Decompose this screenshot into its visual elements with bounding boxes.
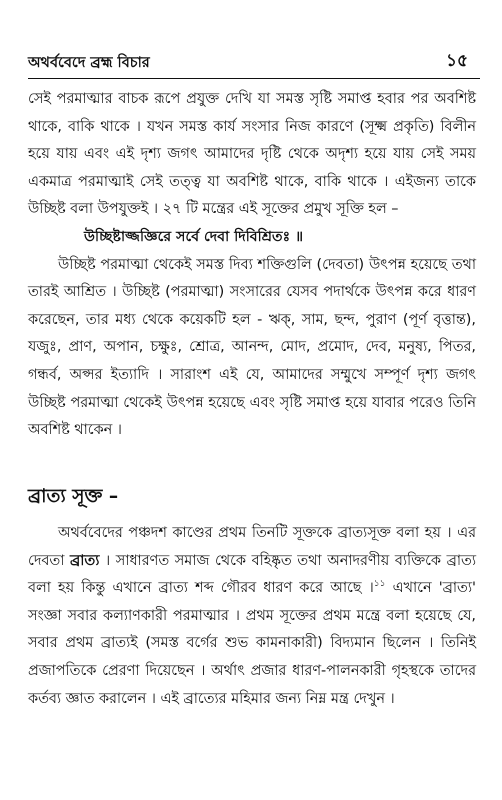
section-heading: ব্রাত্য সূক্ত – xyxy=(28,486,119,507)
upper-text-block xyxy=(28,86,476,445)
paragraph-3-part-1: অথর্ববেদের পঞ্চদশ কাণ্ডের প্রথম তিনটি সূক্তকে ব্রাত্যসূক্ত বলা হয় । এর দেবতা xyxy=(28,525,476,569)
running-header xyxy=(28,50,468,76)
paragraph-2: উচ্ছিষ্ট পরমাত্মা থেকেই সমস্ত দিব্য শক্তিগুলি (দেবতা) উৎপন্ন হয়েছে তথা তারই আশ্রিত । উচ্ছিষ্ট (পরমাত্মা) সংসারের যেসব পদার্থকে উৎপন্ন করে ধারণ করেছেন, তার মধ্য থেকে কয়েকটি হল - ঋক্‌, সাম, ছন্দ, পুরাণ (পূর্ণ বৃত্তান্ত), যজুঃ, প্রাণ, অপান, চক্ষুঃ, শ্রোত্র, আনন্দ, মোদ, প্রমোদ, দেব, মনুষ্য, পিতর, গন্ধর্ব, অপ্সর ইত্যাদি । সারাংশ এই যে, আমাদের সম্মুখে সম্পূর্ণ দৃশ্য জগৎ উচ্ছিষ্ট পরমাত্মা থেকেই উৎপন্ন হয়েছে এবং সৃষ্টি সমাপ্ত হয়ে যাবার পরেও তিনি অবশিষ্ট থাকেন । xyxy=(28,256,476,439)
paragraph-3 xyxy=(28,520,476,713)
mantra-line: উচ্ছিষ্টাজ্জজ্ঞিরে সর্বে দেবা দিবিশ্রিতঃ ॥ xyxy=(84,228,304,245)
header-rule xyxy=(28,78,480,79)
footnote-marker: ১১ xyxy=(373,579,386,590)
lower-text-block xyxy=(28,520,476,713)
running-title: অথর্ববেদে ব্রহ্ম বিচার xyxy=(28,55,150,71)
page-number: ১৫ xyxy=(445,51,468,71)
paragraph-1: সেই পরমাত্মার বাচক রূপে প্রযুক্ত দেখি যা সমস্ত সৃষ্টি সমাপ্ত হবার পর অবশিষ্ট থাকে, বাকি থাকে । যখন সমস্ত কার্য সংসার নিজ কারণে (সূক্ষ্ম প্রকৃতি) বিলীন হয়ে যায় এবং এই দৃশ্য জগৎ আমাদের দৃষ্টি থেকে অদৃশ্য হয়ে যায় সেই সময় একমাত্র পরমাত্মাই সেই তত্ত্ব যা অবশিষ্ট থাকে, বাকি থাকে । এইজন্য তাকে উচ্ছিষ্ট বলা উপযুক্তই । ২৭ টি মন্ত্রের এই সূক্তের প্রমুখ সূক্তি হল – xyxy=(28,91,476,218)
paragraph-3-part-3: এখানে 'ব্রাত্য' সংজ্ঞা সবার কল্যাণকারী পরমাত্মার । প্রথম সূক্তের প্রথম মন্ত্রে বলা হয়েছে যে, সবার প্রথম ব্রাত্যই (সমস্ত বর্গের শুভ কামনাকারী) বিদ্যমান ছিলেন । তিনিই প্রজাপতিকে প্রেরণা দিয়েছেন । অর্থাৎ প্রজার ধারণ-পালনকারী গৃহস্থকে তাদের কর্তব্য জ্ঞাত করালেন । এই ব্রাত্যের মহিমার জন্য নিম্ন মন্ত্র দেখুন । xyxy=(28,580,476,707)
paragraph-3-part-2: । সাধারণত সমাজ থেকে বহিষ্কৃত তথা অনাদরণীয় ব্যক্তিকে ব্রাত্য বলা হয় কিন্তু এখানে ব্রাত্য শব্দ গৌরব ধারণ করে আছে । xyxy=(28,552,476,597)
deity-word: ব্রাত্য xyxy=(70,552,100,569)
